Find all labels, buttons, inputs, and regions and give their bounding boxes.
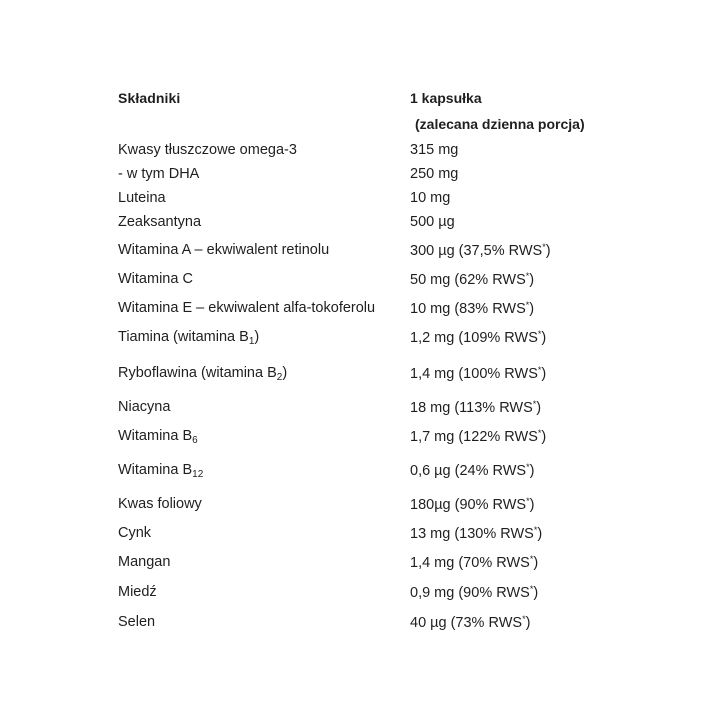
ingredients-header: Składniki bbox=[118, 90, 181, 106]
footnote-mark: * bbox=[533, 525, 538, 535]
ingredient-name: Kwas foliowy bbox=[118, 496, 202, 512]
ingredient-name: Witamina $B_{12}$ bbox=[118, 462, 204, 480]
ingredient-name: Tiamina (witamina $B_1$) bbox=[118, 329, 260, 347]
portion-header: 1 kapsułka bbox=[410, 90, 482, 106]
portion-note: (zalecana dzienna porcja) bbox=[415, 116, 585, 132]
ingredient-value: 10 mg bbox=[410, 190, 451, 206]
ingredient-value: 250 mg bbox=[410, 166, 459, 182]
ingredient-value: 13 mg (130% RWS*) bbox=[410, 525, 543, 542]
ingredient-name: Cynk bbox=[118, 525, 152, 541]
footnote-mark: * bbox=[537, 329, 542, 339]
footnote-mark: * bbox=[537, 428, 542, 438]
footnote-mark: * bbox=[529, 584, 534, 594]
footnote-mark: * bbox=[526, 462, 530, 472]
ingredient-value: 1,4 mg (100% RWS*) bbox=[410, 365, 547, 382]
ingredient-name: Witamina A – ekwiwalent retinolu bbox=[118, 242, 330, 258]
ingredient-value: 180µg (90% RWS*) bbox=[410, 496, 535, 513]
footnote-mark: * bbox=[529, 554, 534, 564]
ingredient-value: 1,4 mg (70% RWS*) bbox=[410, 554, 539, 571]
ingredient-name: - w tym DHA bbox=[118, 166, 200, 182]
ingredient-value: 300 µg (37,5% RWS*) bbox=[410, 242, 551, 259]
ingredient-value: 315 mg bbox=[410, 142, 459, 158]
ingredient-name: Selen bbox=[118, 614, 156, 630]
ingredient-name: Witamina $B_6$ bbox=[118, 428, 198, 446]
ingredient-name: Witamina E – ekwiwalent alfa-tokoferolu bbox=[118, 300, 376, 316]
ingredient-name: Niacyna bbox=[118, 399, 171, 415]
ingredient-value: 50 mg (62% RWS*) bbox=[410, 271, 535, 288]
ingredient-value: 40 µg (73% RWS*) bbox=[410, 614, 531, 631]
ingredient-value: 10 mg (83% RWS*) bbox=[410, 300, 535, 317]
footnote-mark: * bbox=[525, 271, 530, 281]
footnote-mark: * bbox=[522, 614, 526, 624]
table-header bbox=[118, 90, 618, 138]
ingredient-value: 500 µg bbox=[410, 214, 455, 230]
ingredient-value: 0,6 µg (24% RWS*) bbox=[410, 462, 535, 479]
ingredient-value: 1,7 mg (122% RWS*) bbox=[410, 428, 547, 445]
ingredient-name: Miedź bbox=[118, 584, 157, 600]
ingredient-name: Witamina C bbox=[118, 271, 193, 287]
ingredient-name: Mangan bbox=[118, 554, 171, 570]
ingredient-name: Zeaksantyna bbox=[118, 214, 202, 230]
ingredient-name: Kwasy tłuszczowe omega-3 bbox=[118, 142, 297, 158]
ingredient-name: Ryboflawina (witamina $B_2$) bbox=[118, 365, 288, 383]
ingredient-value: 18 mg (113% RWS*) bbox=[410, 399, 542, 416]
footnote-mark: * bbox=[526, 496, 530, 506]
ingredient-value: 1,2 mg (109% RWS*) bbox=[410, 329, 547, 346]
footnote-mark: * bbox=[537, 365, 542, 375]
footnote-mark: * bbox=[542, 242, 546, 252]
ingredient-value: 0,9 mg (90% RWS*) bbox=[410, 584, 539, 601]
footnote-mark: * bbox=[525, 300, 530, 310]
ingredients-table bbox=[118, 90, 618, 631]
ingredient-name: Luteina bbox=[118, 190, 166, 206]
footnote-mark: * bbox=[532, 399, 537, 409]
